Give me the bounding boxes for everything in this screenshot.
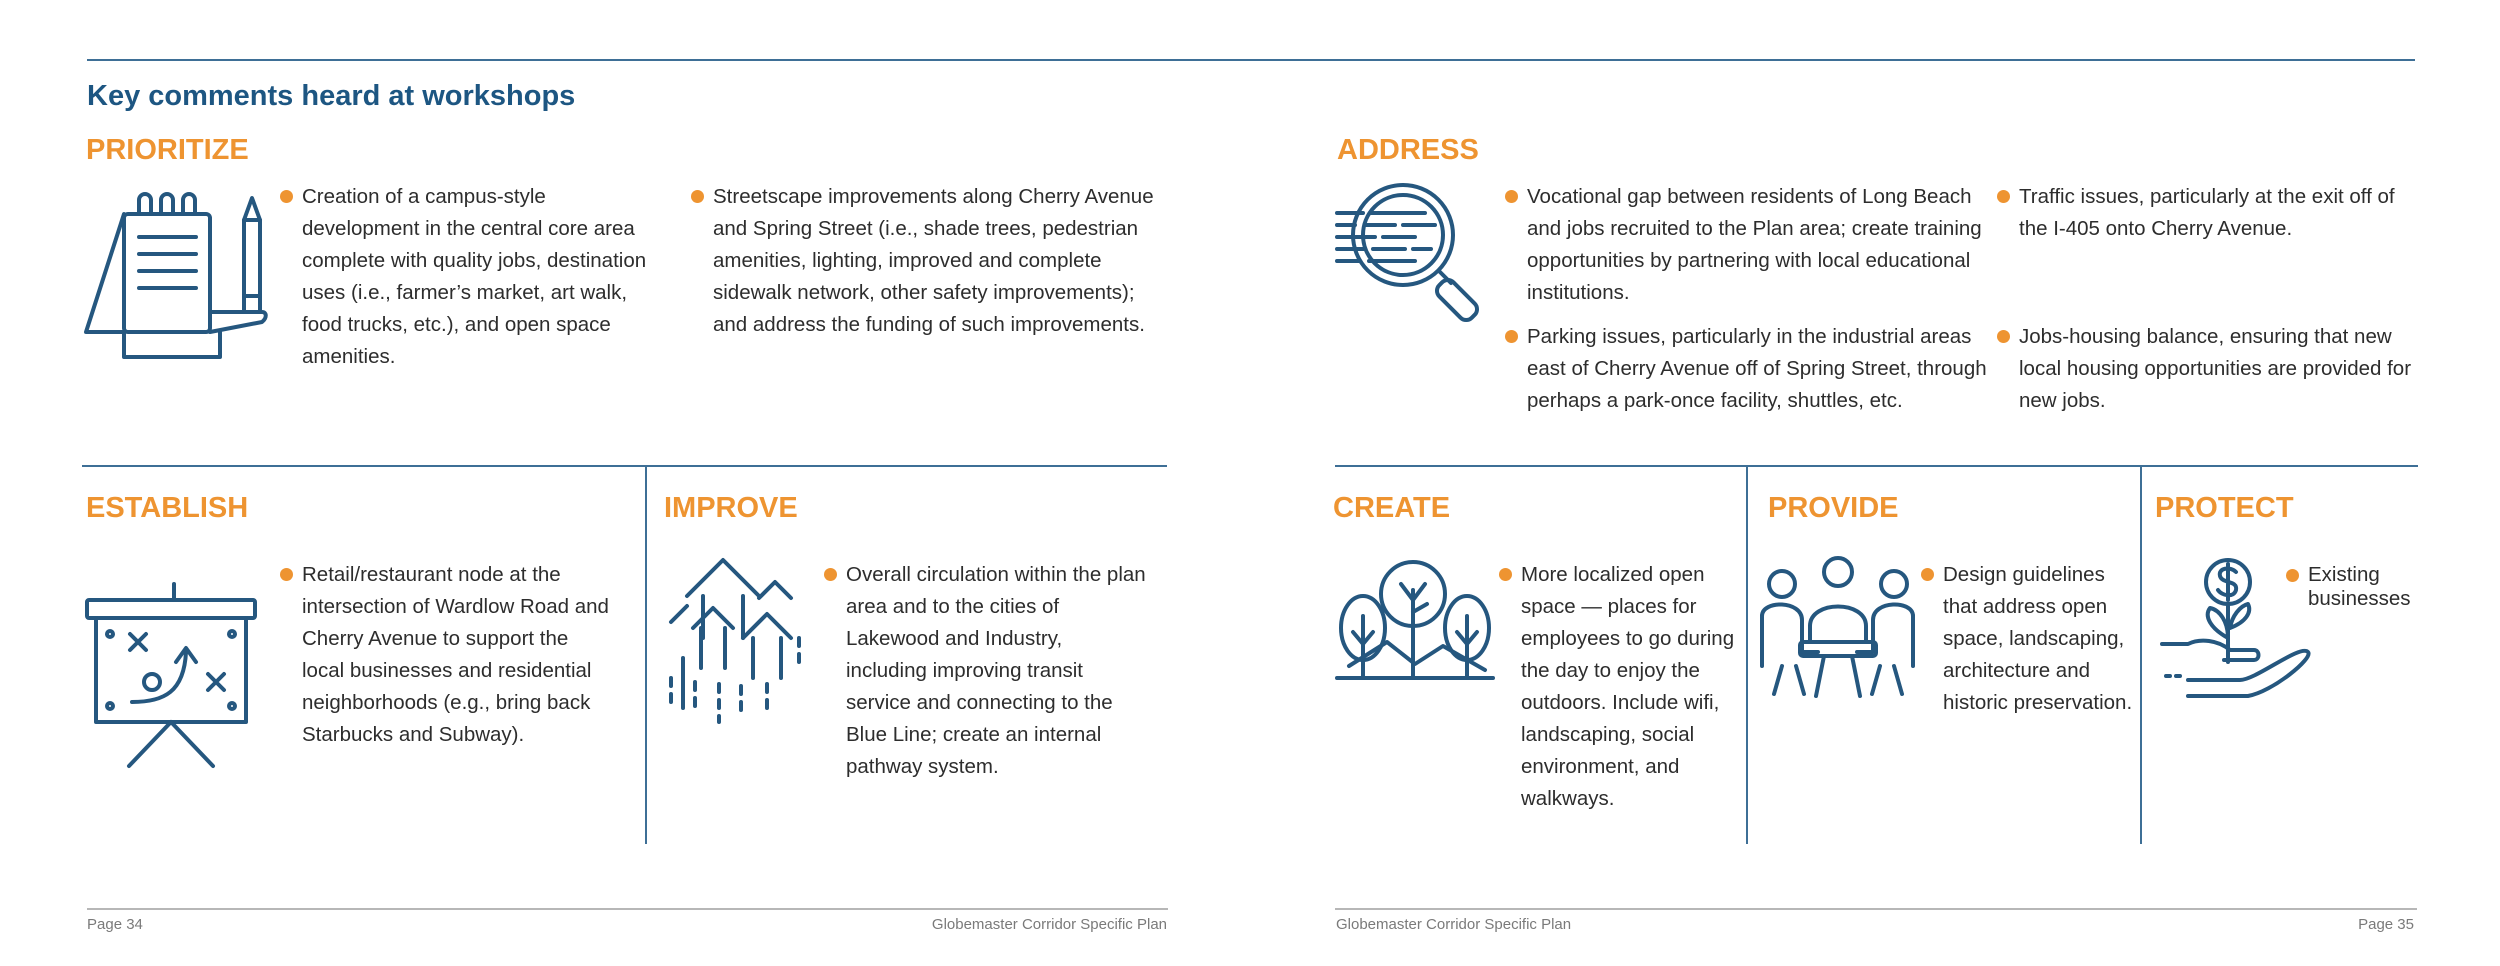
divider-establish-improve <box>645 466 647 844</box>
prioritize-heading: PRIORITIZE <box>86 134 249 166</box>
right-middle-rule <box>1335 465 2418 467</box>
address-bullet-1: Vocational gap between residents of Long Beach and jobs recruited to the Plan area; create training opportunities by partnering with local educational institutions. <box>1527 181 1987 309</box>
right-document-title: Globemaster Corridor Specific Plan <box>1336 916 1572 933</box>
trees-icon <box>1335 560 1495 680</box>
provide-heading: PROVIDE <box>1768 492 1899 524</box>
right-page-number: Page 35 <box>2358 916 2414 933</box>
people-meeting-icon <box>1760 556 1915 701</box>
prioritize-bullet-2: Streetscape improvements along Cherry Avenue and Spring Street (i.e., shade trees, pedestrian amenities, lighting, improved and complete sidewalk network, other safety improvements); and address the funding of such improvements. <box>713 181 1165 341</box>
divider-create-provide <box>1746 466 1748 844</box>
improve-heading: IMPROVE <box>664 492 798 524</box>
top-rule <box>87 59 2415 61</box>
left-document-title: Globemaster Corridor Specific Plan <box>931 916 1167 933</box>
prioritize-bullet-1: Creation of a campus-style development in the central core area complete with quality jobs, destination uses (i.e., farmer’s market, art walk, food trucks, etc.), and open space amenities. <box>302 181 665 373</box>
upward-arrows-icon <box>663 558 803 723</box>
divider-provide-protect <box>2140 466 2142 844</box>
strategy-board-icon <box>84 582 264 772</box>
left-middle-rule <box>82 465 1167 467</box>
provide-bullet-1: Design guidelines that address open space, landscaping, architecture and historic preservation. <box>1943 559 2133 719</box>
magnifying-glass-icon <box>1335 183 1495 323</box>
notepad-pencil-icon <box>84 192 269 362</box>
address-bullet-2: Traffic issues, particularly at the exit off of the I-405 onto Cherry Avenue. <box>2019 181 2414 245</box>
right-footer-rule <box>1335 908 2417 910</box>
create-bullet-1: More localized open space — places for employees to go during the day to enjoy the outdoors. Include wifi, landscaping, social environment, and walkways. <box>1521 559 1741 815</box>
improve-bullet-1: Overall circulation within the plan area and to the cities of Lakewood and Industry, including improving transit service and connecting to the Blue Line; create an internal pathway system. <box>846 559 1146 783</box>
protect-heading: PROTECT <box>2155 492 2294 524</box>
address-bullet-4: Jobs-housing balance, ensuring that new local housing opportunities are provided for new jobs. <box>2019 321 2414 417</box>
left-footer-rule <box>87 908 1168 910</box>
address-bullet-3: Parking issues, particularly in the industrial areas east of Cherry Avenue off of Spring Street, through perhaps a park-once facility, shuttles, etc. <box>1527 321 1987 417</box>
left-page-number: Page 34 <box>87 916 143 933</box>
protect-bullet-1: Existing businesses <box>2308 563 2413 611</box>
create-heading: CREATE <box>1333 492 1451 524</box>
establish-bullet-1: Retail/restaurant node at the intersection of Wardlow Road and Cherry Avenue to support the local businesses and residential neighborhoods (e.g., bring back Starbucks and Subway). <box>302 559 612 751</box>
page-title: Key comments heard at workshops <box>87 80 576 112</box>
address-heading: ADDRESS <box>1337 134 1479 166</box>
establish-heading: ESTABLISH <box>86 492 249 524</box>
